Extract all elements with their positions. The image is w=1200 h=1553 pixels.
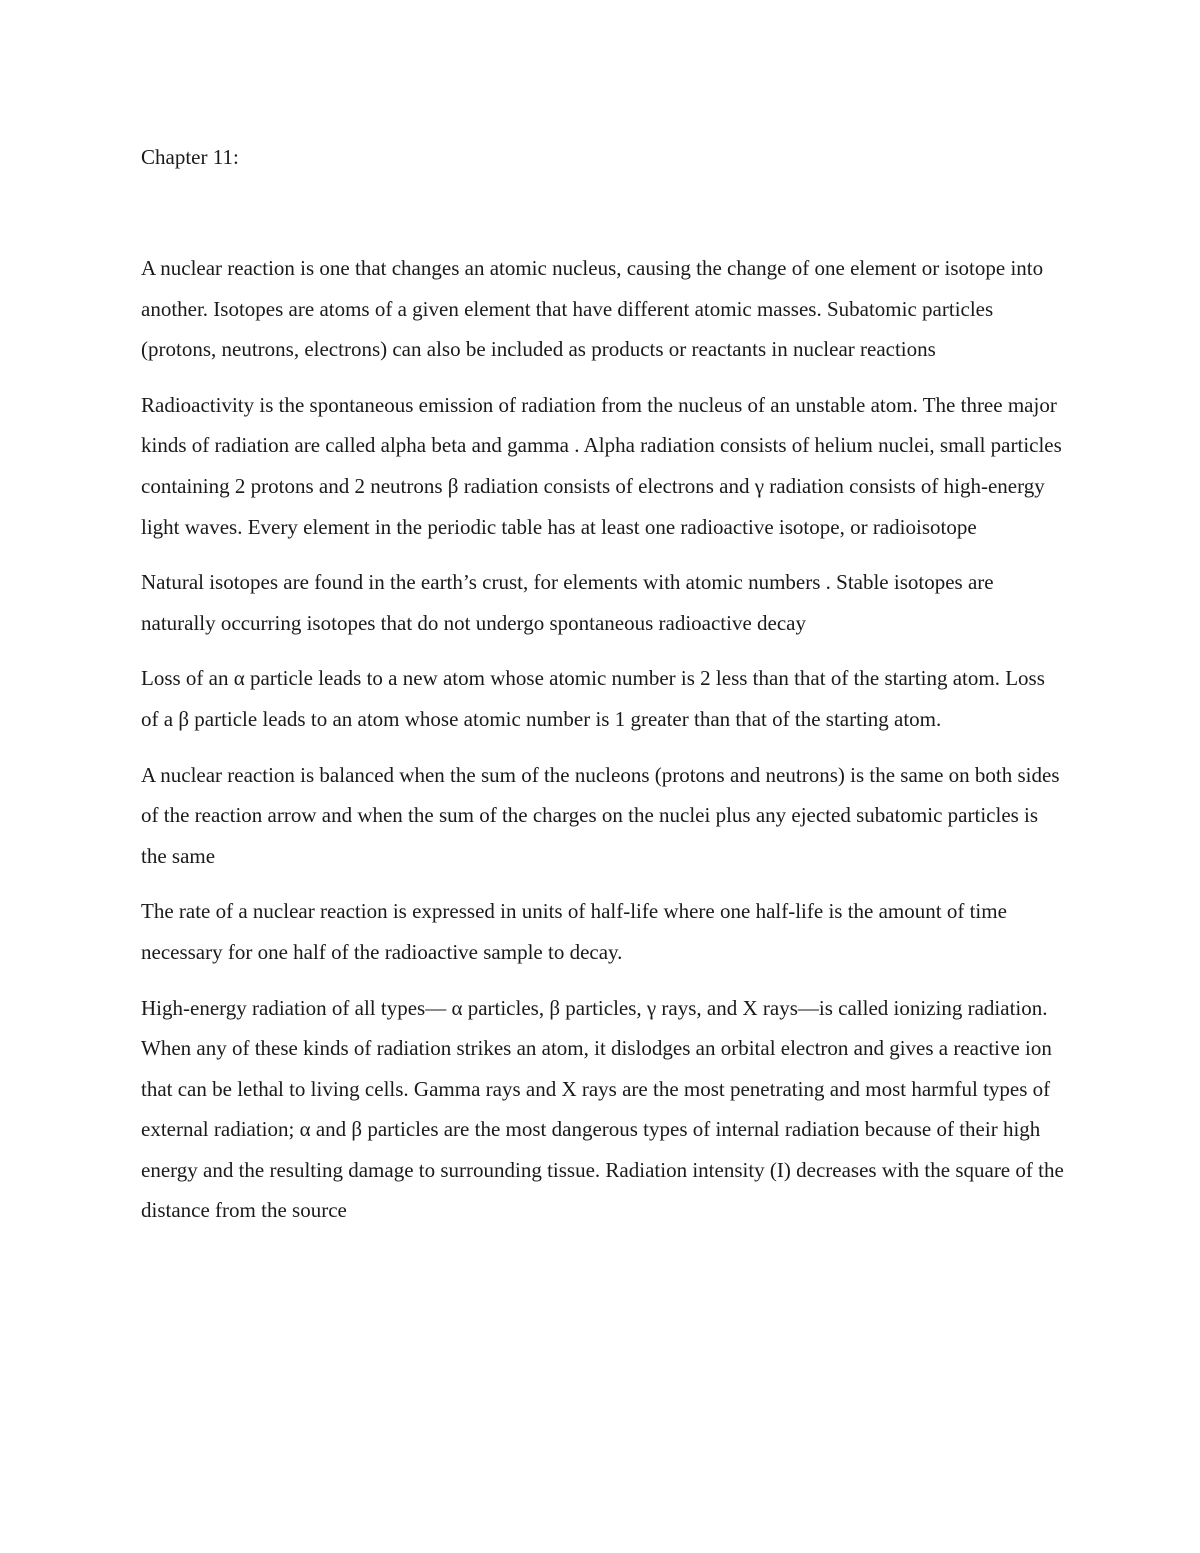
paragraph-half-life: The rate of a nuclear reaction is expressed in units of half-life where one half-life is the amount of time necessary for one half of the radioactive sample to decay. (141, 899, 1007, 964)
chapter-heading: Chapter 11: (141, 145, 239, 169)
paragraph-radioactivity: Radioactivity is the spontaneous emission of radiation from the nucleus of an unstable atom. The three major kinds of radiation are called alpha beta and gamma . Alpha radiation consists of helium nuclei, small particles containing 2 protons and 2 neutrons β radiation consists of electrons and γ radiation consists of high-energy light waves. Every element in the periodic table has at least one radioactive isotope, or radioisotope (141, 392, 1062, 539)
document-body (141, 248, 1066, 1246)
paragraph-ionizing-radiation: High-energy radiation of all types— α particles, β particles, γ rays, and X rays—is called ionizing radiation. When any of these kinds of radiation strikes an atom, it dislodges an orbital electron and gives a reactive ion that can be lethal to living cells. Gamma rays and X rays are the most penetrating and most harmful types of external radiation; α and β particles are the most dangerous types of internal radiation because of their high energy and the resulting damage to surrounding tissue. Radiation intensity (I) decreases with the square of the distance from the source (141, 995, 1064, 1223)
paragraph-particle-loss: Loss of an α particle leads to a new atom whose atomic number is 2 less than that of the starting atom. Loss of a β particle leads to an atom whose atomic number is 1 greater than that of the starting atom. (141, 666, 1045, 731)
paragraph-nuclear-reaction: A nuclear reaction is one that changes an atomic nucleus, causing the change of one element or isotope into another. Isotopes are atoms of a given element that have different atomic masses. Subatomic particles (protons, neutrons, electrons) can also be included as products or reactants in nuclear reactions (141, 256, 1044, 362)
paragraph-natural-isotopes: Natural isotopes are found in the earth’s crust, for elements with atomic numbers . Stable isotopes are naturally occurring isotopes that do not undergo spontaneous radioactive decay (141, 570, 994, 635)
paragraph-balanced-reaction: A nuclear reaction is balanced when the sum of the nucleons (protons and neutrons) is the same on both sides of the reaction arrow and when the sum of the charges on the nuclei plus any ejected subatomic particles is the same (141, 762, 1060, 868)
